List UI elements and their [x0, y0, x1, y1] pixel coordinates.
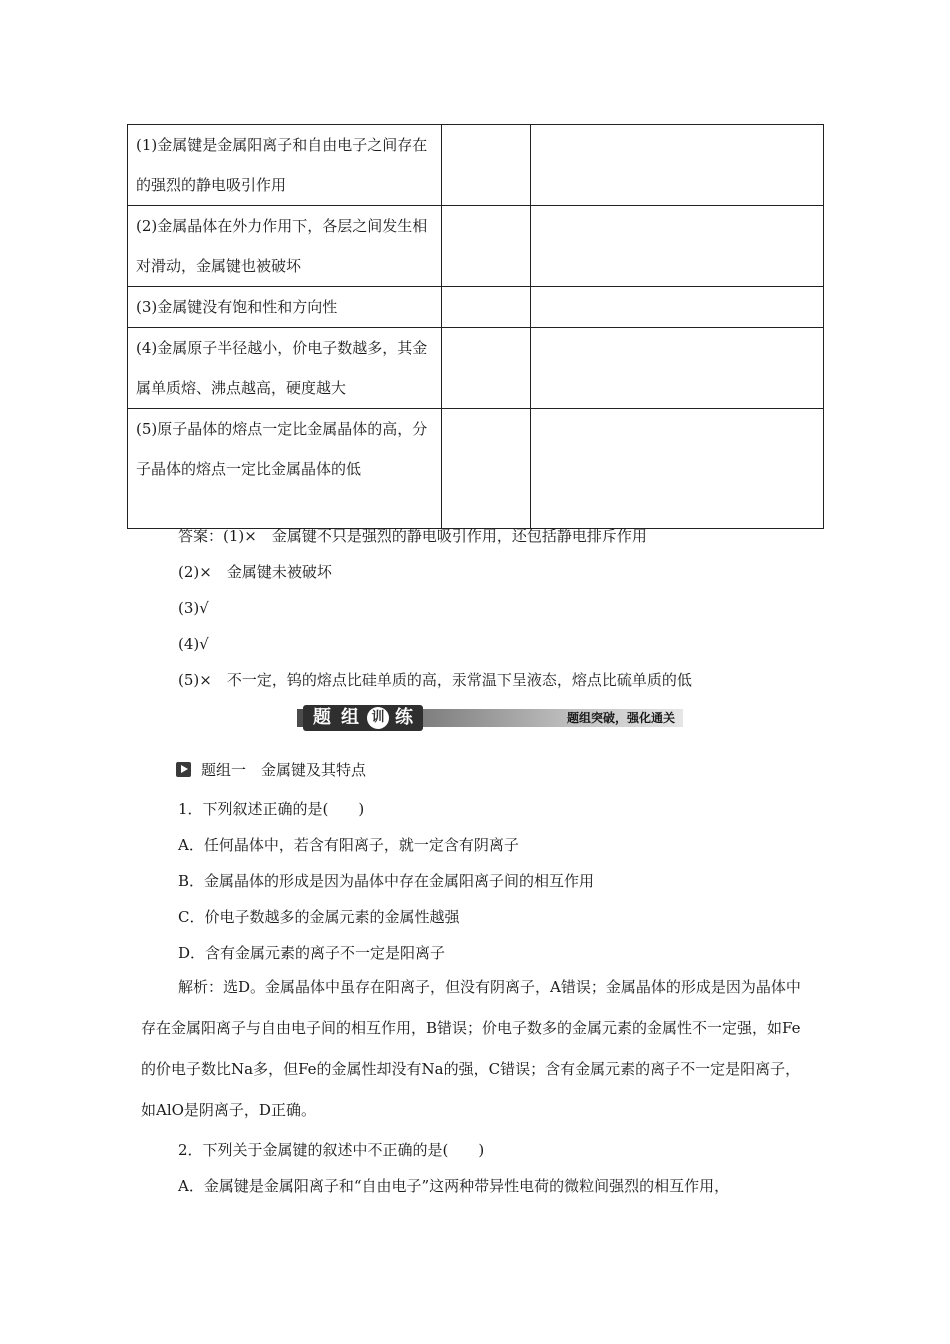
statement-cell: (5)原子晶体的熔点一定比金属晶体的高，分子晶体的熔点一定比金属晶体的低 — [128, 409, 442, 529]
option-d: D．含有金属元素的离子不一定是阳离子 — [178, 944, 446, 962]
question-stem: 2．下列关于金属键的叙述中不正确的是( ) — [178, 1141, 485, 1159]
table-row — [128, 409, 824, 529]
statement-cell: (4)金属原子半径越小，价电子数越多，其金属单质熔、沸点越高，硬度越大 — [128, 328, 442, 409]
answer-line: (2)× 金属键未被破坏 — [178, 563, 332, 581]
option-b: B．金属晶体的形成是因为晶体中存在金属阳离子间的相互作用 — [178, 872, 595, 890]
judge-cell — [442, 287, 531, 328]
statement-cell: (2)金属晶体在外力作用下，各层之间发生相对滑动，金属键也被破坏 — [128, 206, 442, 287]
banner-title-char: 训 — [367, 707, 389, 729]
table-row — [128, 206, 824, 287]
judge-cell — [442, 328, 531, 409]
answer-line: 答案：(1)× 金属键不只是强烈的静电吸引作用，还包括静电排斥作用 — [178, 527, 647, 545]
banner-title-char: 练 — [395, 707, 413, 728]
judge-cell — [442, 206, 531, 287]
option-a: A．任何晶体中，若含有阳离子，就一定含有阴离子 — [178, 836, 519, 854]
answer-line: (5)× 不一定，钨的熔点比硅单质的高，汞常温下呈液态，熔点比硫单质的低 — [178, 671, 692, 689]
reason-cell — [531, 409, 824, 529]
reason-cell — [531, 328, 824, 409]
section-banner — [297, 705, 683, 731]
judge-cell — [442, 409, 531, 529]
statement-cell: (1)金属键是金属阳离子和自由电子之间存在的强烈的静电吸引作用 — [128, 125, 442, 206]
banner-title-char: 组 — [341, 707, 359, 728]
true-false-table — [127, 124, 824, 529]
option-c: C．价电子数越多的金属元素的金属性越强 — [178, 908, 460, 926]
reason-cell — [531, 287, 824, 328]
reason-cell — [531, 206, 824, 287]
table-row — [128, 125, 824, 206]
analysis-paragraph: 解析：选D。金属晶体中虽存在阳离子，但没有阴离子，A错误；金属晶体的形成是因为晶体中存在金属阳离子与自由电子间的相互作用，B错误；价电子数多的金属元素的金属性不一定强，如Fe的价电子数比Na多，但Fe的金属性却没有Na的强，C错误；含有金属元素的离子不一定是阳离子，如AlO是阴离子，D正确。 — [141, 978, 801, 1119]
table-row — [128, 328, 824, 409]
banner-title-char: 题 — [313, 707, 331, 728]
option-a: A．金属键是金属阳离子和“自由电子”这两种带异性电荷的微粒间强烈的相互作用， — [178, 1177, 730, 1195]
answer-line: (3)√ — [178, 599, 209, 617]
statement-cell: (3)金属键没有饱和性和方向性 — [128, 287, 442, 328]
question-stem: 1．下列叙述正确的是( ) — [178, 800, 365, 818]
judge-cell — [442, 125, 531, 206]
play-icon — [176, 762, 191, 777]
reason-cell — [531, 125, 824, 206]
banner-subtitle: 题组突破，强化通关 — [566, 711, 675, 725]
table-row — [128, 287, 824, 328]
answer-line: (4)√ — [178, 635, 209, 653]
group-title: 题组一 金属键及其特点 — [201, 761, 367, 779]
